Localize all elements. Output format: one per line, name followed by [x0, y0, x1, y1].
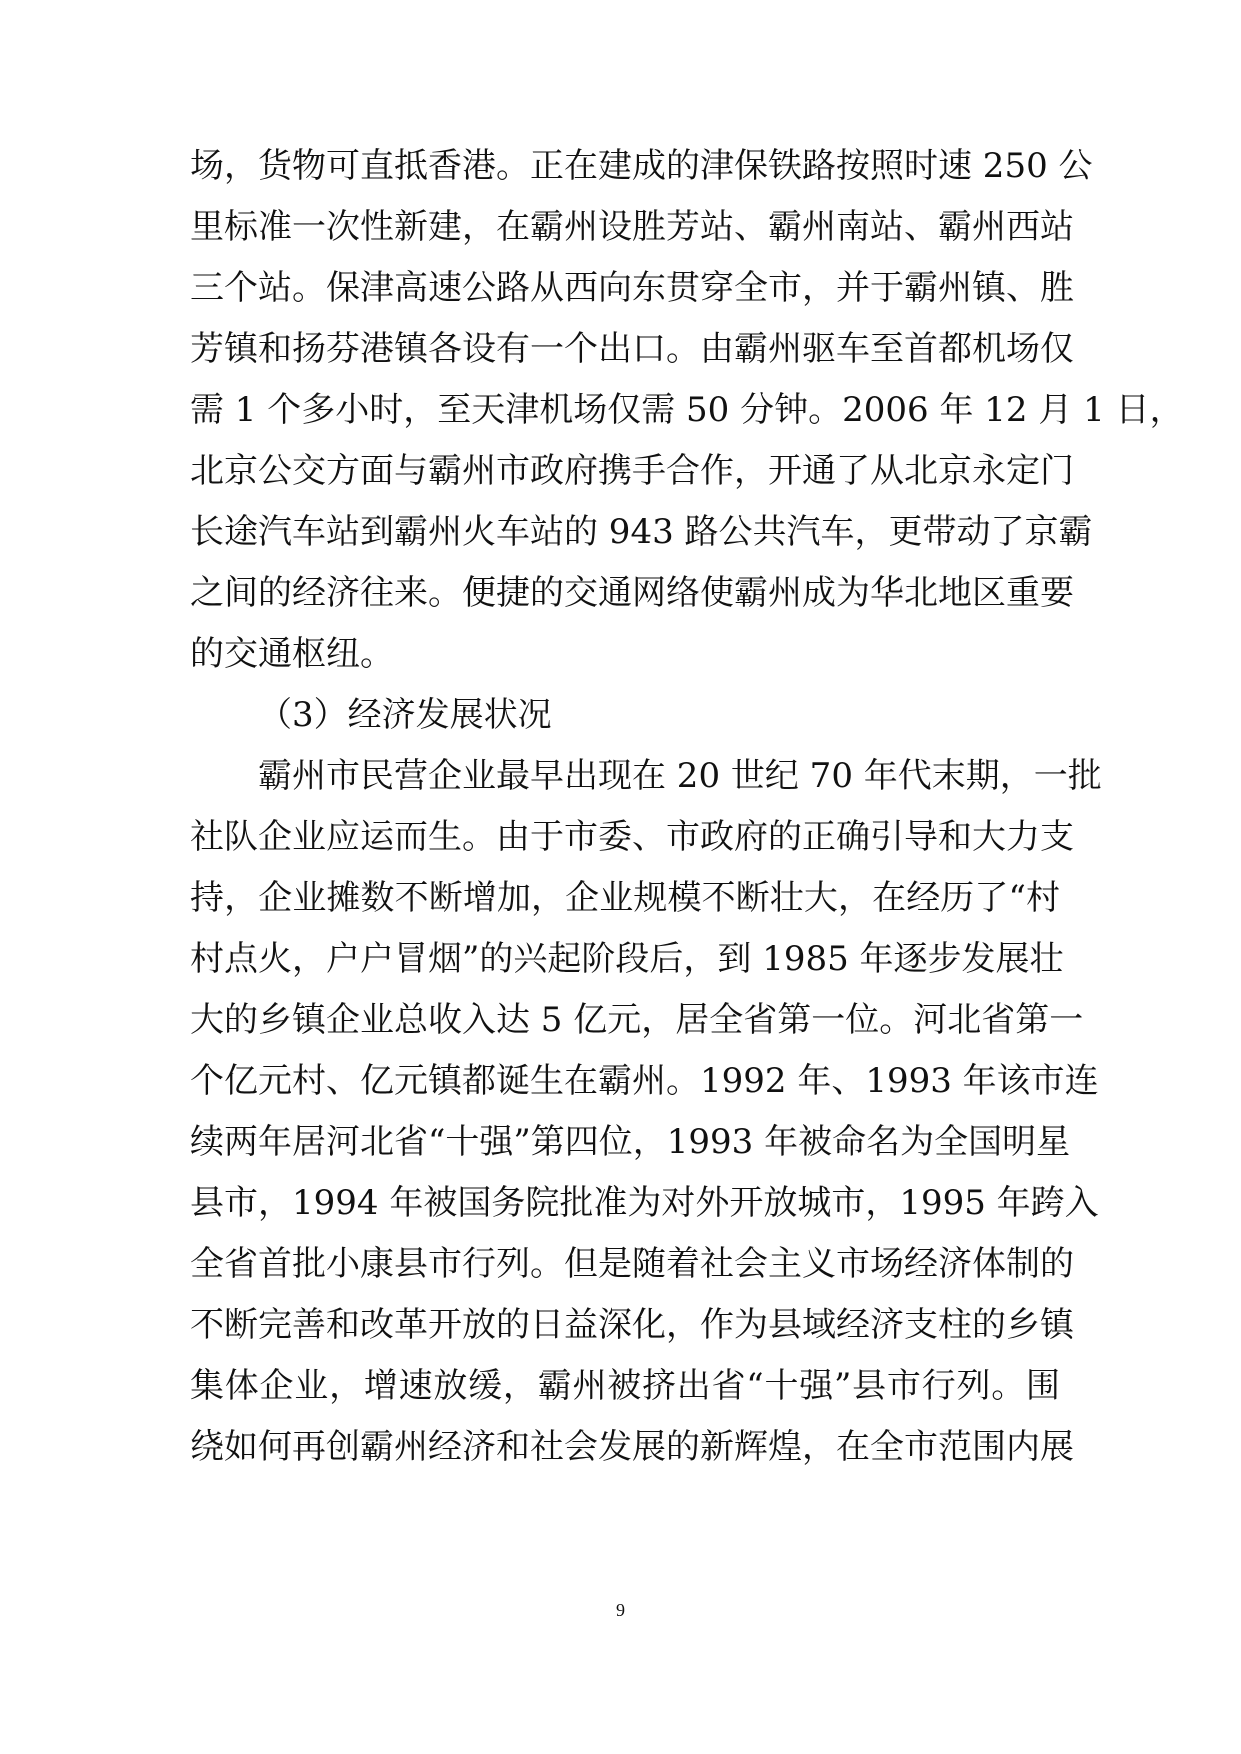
text-line: 个亿元村、亿元镇都诞生在霸州。1992 年、1993 年该市连 — [190, 1061, 1099, 1101]
page-number: 9 — [616, 1600, 625, 1620]
text-line: 长途汽车站到霸州火车站的 943 路公共汽车，更带动了京霸 — [190, 512, 1093, 552]
text-line: 持，企业摊数不断增加，企业规模不断壮大，在经历了“村 — [190, 878, 1060, 918]
text-line: 社队企业应运而生。由于市委、市政府的正确引导和大力支 — [190, 817, 1074, 857]
text-line: 全省首批小康县市行列。但是随着社会主义市场经济体制的 — [190, 1244, 1074, 1284]
text-line: 集体企业，增速放缓，霸州被挤出省“十强”县市行列。围 — [190, 1366, 1060, 1406]
text-line: 芳镇和扬芬港镇各设有一个出口。由霸州驱车至首都机场仅 — [190, 329, 1074, 369]
text-line: 大的乡镇企业总收入达 5 亿元，居全省第一位。河北省第一 — [190, 1000, 1084, 1040]
text-line: 绕如何再创霸州经济和社会发展的新辉煌，在全市范围内展 — [190, 1427, 1074, 1467]
section-heading: （3）经济发展状况 — [258, 695, 552, 735]
text-line: 不断完善和改革开放的日益深化，作为县域经济支柱的乡镇 — [190, 1305, 1074, 1345]
text-line: 里标准一次性新建，在霸州设胜芳站、霸州南站、霸州西站 — [190, 207, 1074, 247]
text-line: 北京公交方面与霸州市政府携手合作，开通了从北京永定门 — [190, 451, 1074, 491]
text-line: 三个站。保津高速公路从西向东贯穿全市，并于霸州镇、胜 — [190, 268, 1074, 308]
text-line: 场，货物可直抵香港。正在建成的津保铁路按照时速 250 公 — [190, 146, 1093, 186]
text-line: 之间的经济往来。便捷的交通网络使霸州成为华北地区重要 — [190, 573, 1074, 613]
text-line: 需 1 个多小时，至天津机场仅需 50 分钟。2006 年 12 月 1 日， — [190, 390, 1184, 430]
text-line: 村点火，户户冒烟”的兴起阶段后，到 1985 年逐步发展壮 — [190, 939, 1064, 979]
text-line: 续两年居河北省“十强”第四位，1993 年被命名为全国明星 — [190, 1122, 1071, 1162]
text-line: 霸州市民营企业最早出现在 20 世纪 70 年代末期，一批 — [258, 756, 1102, 796]
text-line: 的交通枢纽。 — [190, 634, 394, 674]
text-line: 县市，1994 年被国务院批准为对外开放城市，1995 年跨入 — [190, 1183, 1099, 1223]
